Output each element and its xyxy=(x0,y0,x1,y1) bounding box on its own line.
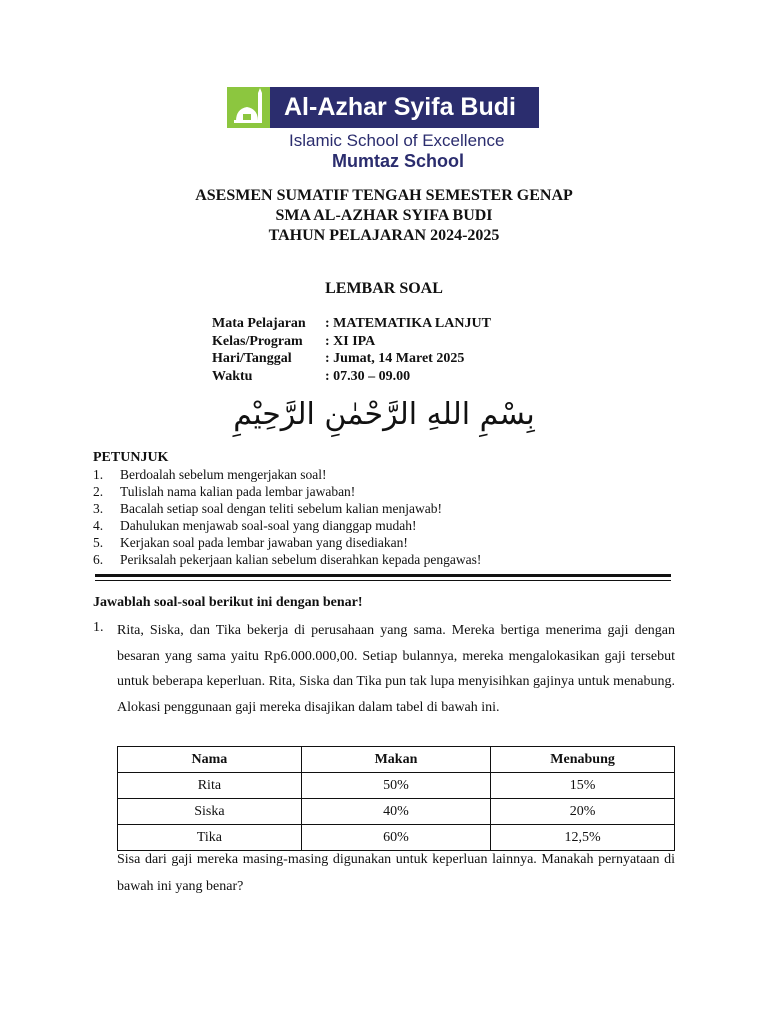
table-row xyxy=(118,799,675,825)
table-cell: 12,5% xyxy=(491,825,675,851)
item-number: 2. xyxy=(93,484,104,499)
table-cell: 60% xyxy=(301,825,490,851)
basmalah: بِسْمِ اللهِ الرَّحْمٰنِ الرَّحِيْمِ xyxy=(233,397,535,432)
table-cell: Rita xyxy=(118,773,302,799)
info-value: : MATEMATIKA LANJUT xyxy=(325,316,491,331)
table-row xyxy=(118,773,675,799)
school-logo xyxy=(227,87,539,173)
table-header-row xyxy=(118,747,675,773)
instructions-heading: PETUNJUK xyxy=(93,450,169,465)
item-text: Tulislah nama kalian pada lembar jawaban! xyxy=(120,484,356,499)
info-value: : Jumat, 14 Maret 2025 xyxy=(325,351,465,366)
list-item xyxy=(93,551,481,568)
divider xyxy=(95,580,671,581)
logo-name: Al-Azhar Syifa Budi xyxy=(284,93,516,121)
item-text: Dahulukan menjawab soal-soal yang dianggap mudah! xyxy=(120,518,417,533)
info-label: Mata Pelajaran xyxy=(212,316,306,331)
title-line: TAHUN PELAJARAN 2024-2025 xyxy=(268,227,500,244)
table-cell: Siska xyxy=(118,799,302,825)
title-line: ASESMEN SUMATIF TENGAH SEMESTER GENAP xyxy=(195,187,573,204)
exam-info xyxy=(212,315,491,385)
table-cell: 40% xyxy=(301,799,490,825)
info-value: : 07.30 – 09.00 xyxy=(325,368,411,384)
logo-school-name: Mumtaz School xyxy=(332,151,465,171)
info-value: : XI IPA xyxy=(325,333,376,349)
item-number: 5. xyxy=(93,535,104,550)
item-number: 4. xyxy=(93,518,104,533)
info-label: Waktu xyxy=(212,368,253,384)
list-item xyxy=(93,517,481,534)
question-followup: Sisa dari gaji mereka masing-masing digunakan untuk keperluan lainnya. Manakah pernyataan di bawah ini yang benar? xyxy=(117,852,675,894)
item-text: Berdoalah sebelum mengerjakan soal! xyxy=(120,467,327,482)
logo-tagline: Islamic School of Excellence xyxy=(289,131,505,150)
list-item xyxy=(93,483,481,500)
table-header: Nama xyxy=(118,747,302,773)
list-item xyxy=(93,466,481,483)
mosque-icon xyxy=(227,87,270,128)
logo-banner xyxy=(227,87,539,128)
item-text: Kerjakan soal pada lembar jawaban yang disediakan! xyxy=(120,535,408,550)
question-number: 1. xyxy=(93,620,104,635)
list-item xyxy=(93,500,481,517)
table-cell: Tika xyxy=(118,825,302,851)
table-header: Menabung xyxy=(491,747,675,773)
item-number: 6. xyxy=(93,552,104,567)
instructions xyxy=(93,449,481,568)
info-label: Hari/Tanggal xyxy=(212,351,292,366)
list-item xyxy=(93,534,481,551)
item-number: 1. xyxy=(93,467,104,482)
item-text: Bacalah setiap soal dengan teliti sebelum kalian menjawab! xyxy=(120,501,443,516)
title-line: SMA AL-AZHAR SYIFA BUDI xyxy=(275,207,493,224)
table-header: Makan xyxy=(301,747,490,773)
item-text: Periksalah pekerjaan kalian sebelum diserahkan kepada pengawas! xyxy=(120,552,482,567)
divider xyxy=(95,574,671,577)
info-row xyxy=(212,350,491,368)
info-row xyxy=(212,315,491,333)
item-number: 3. xyxy=(93,501,104,516)
document-subtitle: LEMBAR SOAL xyxy=(325,280,443,297)
questions-heading: Jawablah soal-soal berikut ini dengan benar! xyxy=(93,595,363,610)
document-title xyxy=(0,186,768,246)
table-cell: 15% xyxy=(491,773,675,799)
info-label: Kelas/Program xyxy=(212,333,303,349)
question-text: Rita, Siska, dan Tika bekerja di perusahaan yang sama. Mereka bertiga menerima gaji dengan besaran yang sama yaitu Rp6.000.000,00. Setiap bulannya, mereka mengalokasikan gaji tersebut untuk beberapa keperluan. Rita, Siska dan Tika pun tak lupa menyisihkan gajinya untuk menabung. Alokasi penggunaan gaji mereka disajikan dalam tabel di bawah ini. xyxy=(117,623,675,715)
table-cell: 20% xyxy=(491,799,675,825)
allocation-table xyxy=(117,746,675,851)
info-row xyxy=(212,333,491,351)
table-cell: 50% xyxy=(301,773,490,799)
info-row xyxy=(212,368,491,386)
